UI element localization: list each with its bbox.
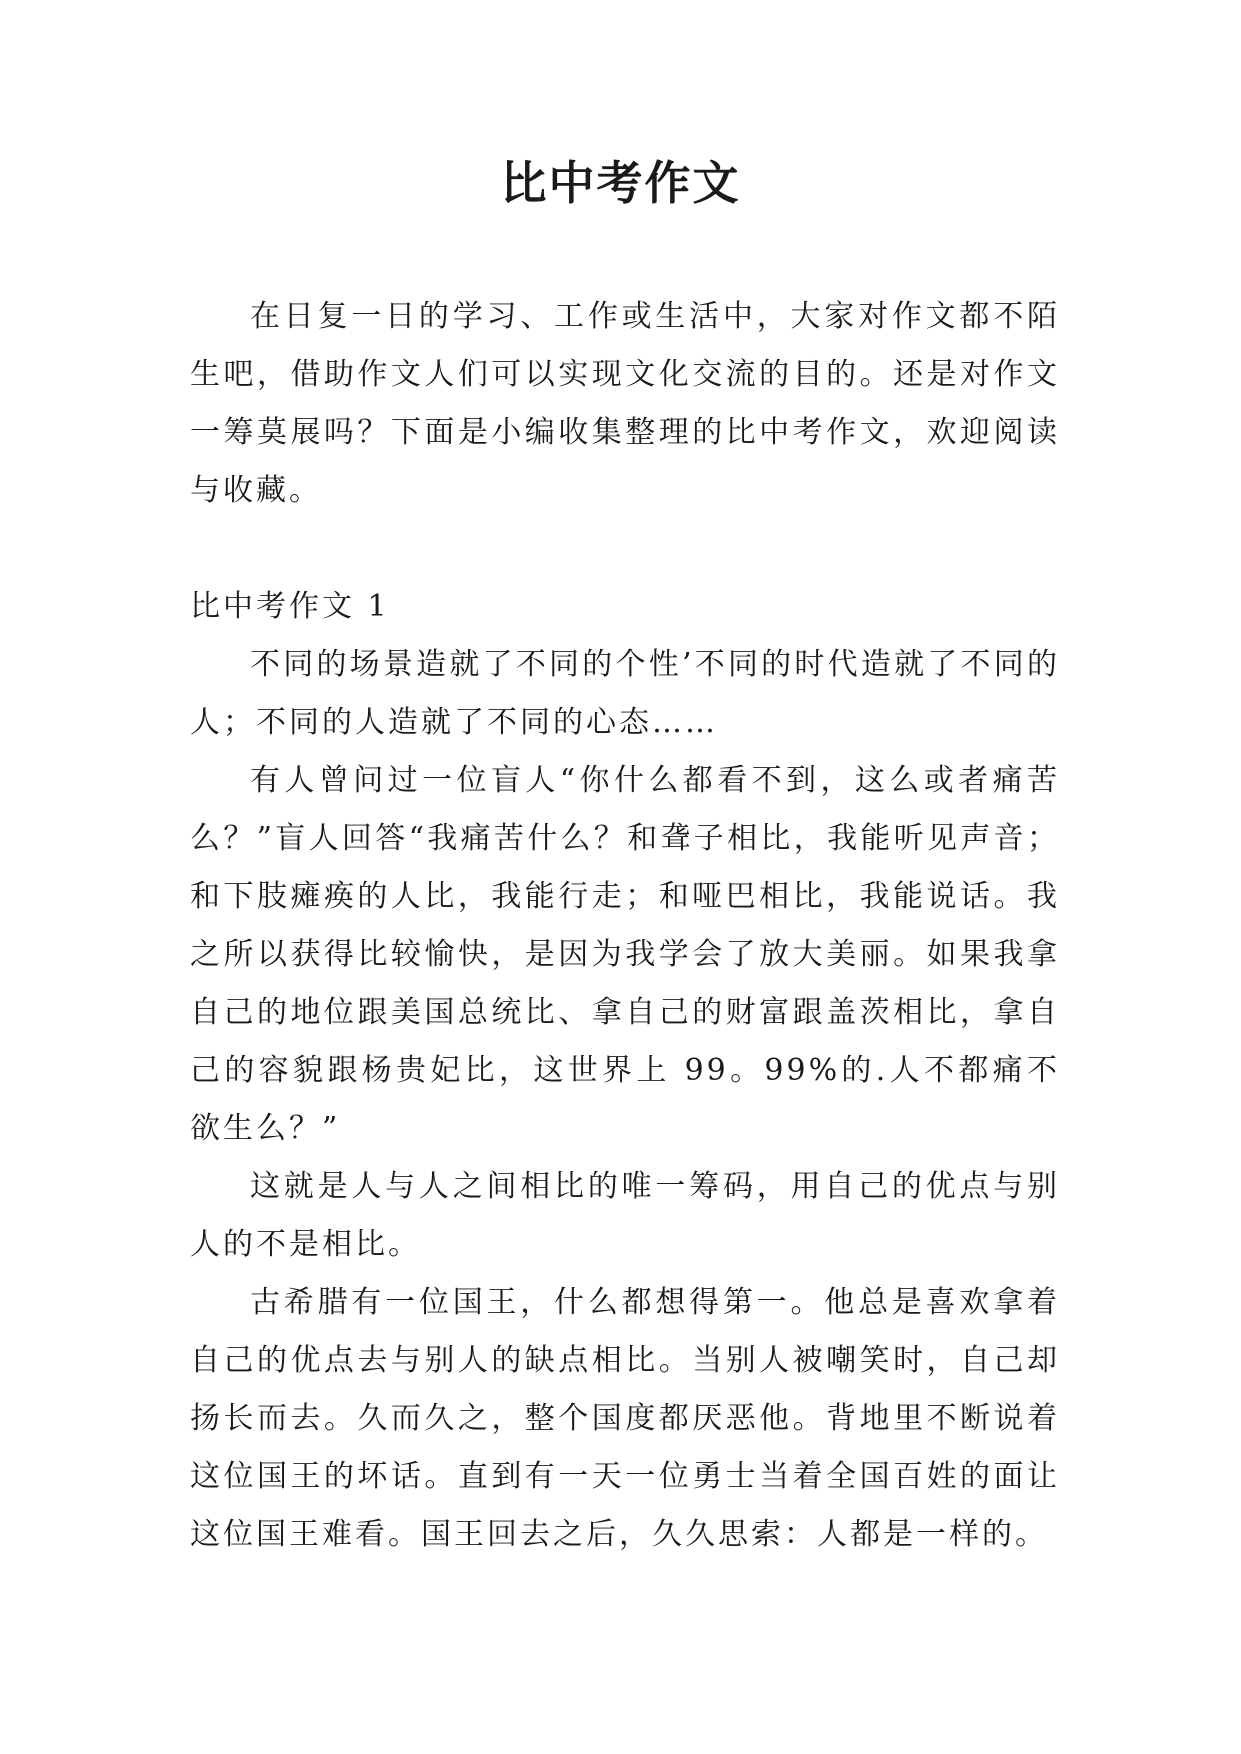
- body-paragraph-3: 这就是人与人之间相比的唯一筹码，用自己的优点与别人的不是相比。: [190, 1169, 1060, 1262]
- intro-paragraph: 在日复一日的学习、工作或生活中，大家对作文都不陌生吧，借助作文人们可以实现文化交流的目的。还是对作文一筹莫展吗？下面是小编收集整理的比中考作文，欢迎阅读与收藏。: [190, 299, 1060, 508]
- document-title: 比中考作文: [500, 156, 741, 210]
- body-paragraph-4: 古希腊有一位国王，什么都想得第一。他总是喜欢拿着自己的优点去与别人的缺点相比。当别人被嘲笑时，自己却扬长而去。久而久之，整个国度都厌恶他。背地里不断说着这位国王的坏话。直到有一天一位勇士当着全国百姓的面让这位国王难看。国王回去之后，久久思索：人都是一样的。: [190, 1285, 1060, 1552]
- body-paragraph-2: 有人曾问过一位盲人“你什么都看不到，这么或者痛苦么？”盲人回答“我痛苦什么？和聋子相比，我能听见声音；和下肢瘫痪的人比，我能行走；和哑巴相比，我能说话。我之所以获得比较愉快，是因为我学会了放大美丽。如果我拿自己的地位跟美国总统比、拿自己的财富跟盖茨相比，拿自己的容貌跟杨贵妃比，这世界上 99。99%的.人不都痛不欲生么？”: [190, 763, 1060, 1146]
- section-heading: 比中考作文 1: [190, 589, 390, 624]
- document-body: [190, 288, 1060, 1564]
- body-paragraph-1: 不同的场景造就了不同的个性’不同的时代造就了不同的人；不同的人造就了不同的心态……: [190, 647, 1060, 740]
